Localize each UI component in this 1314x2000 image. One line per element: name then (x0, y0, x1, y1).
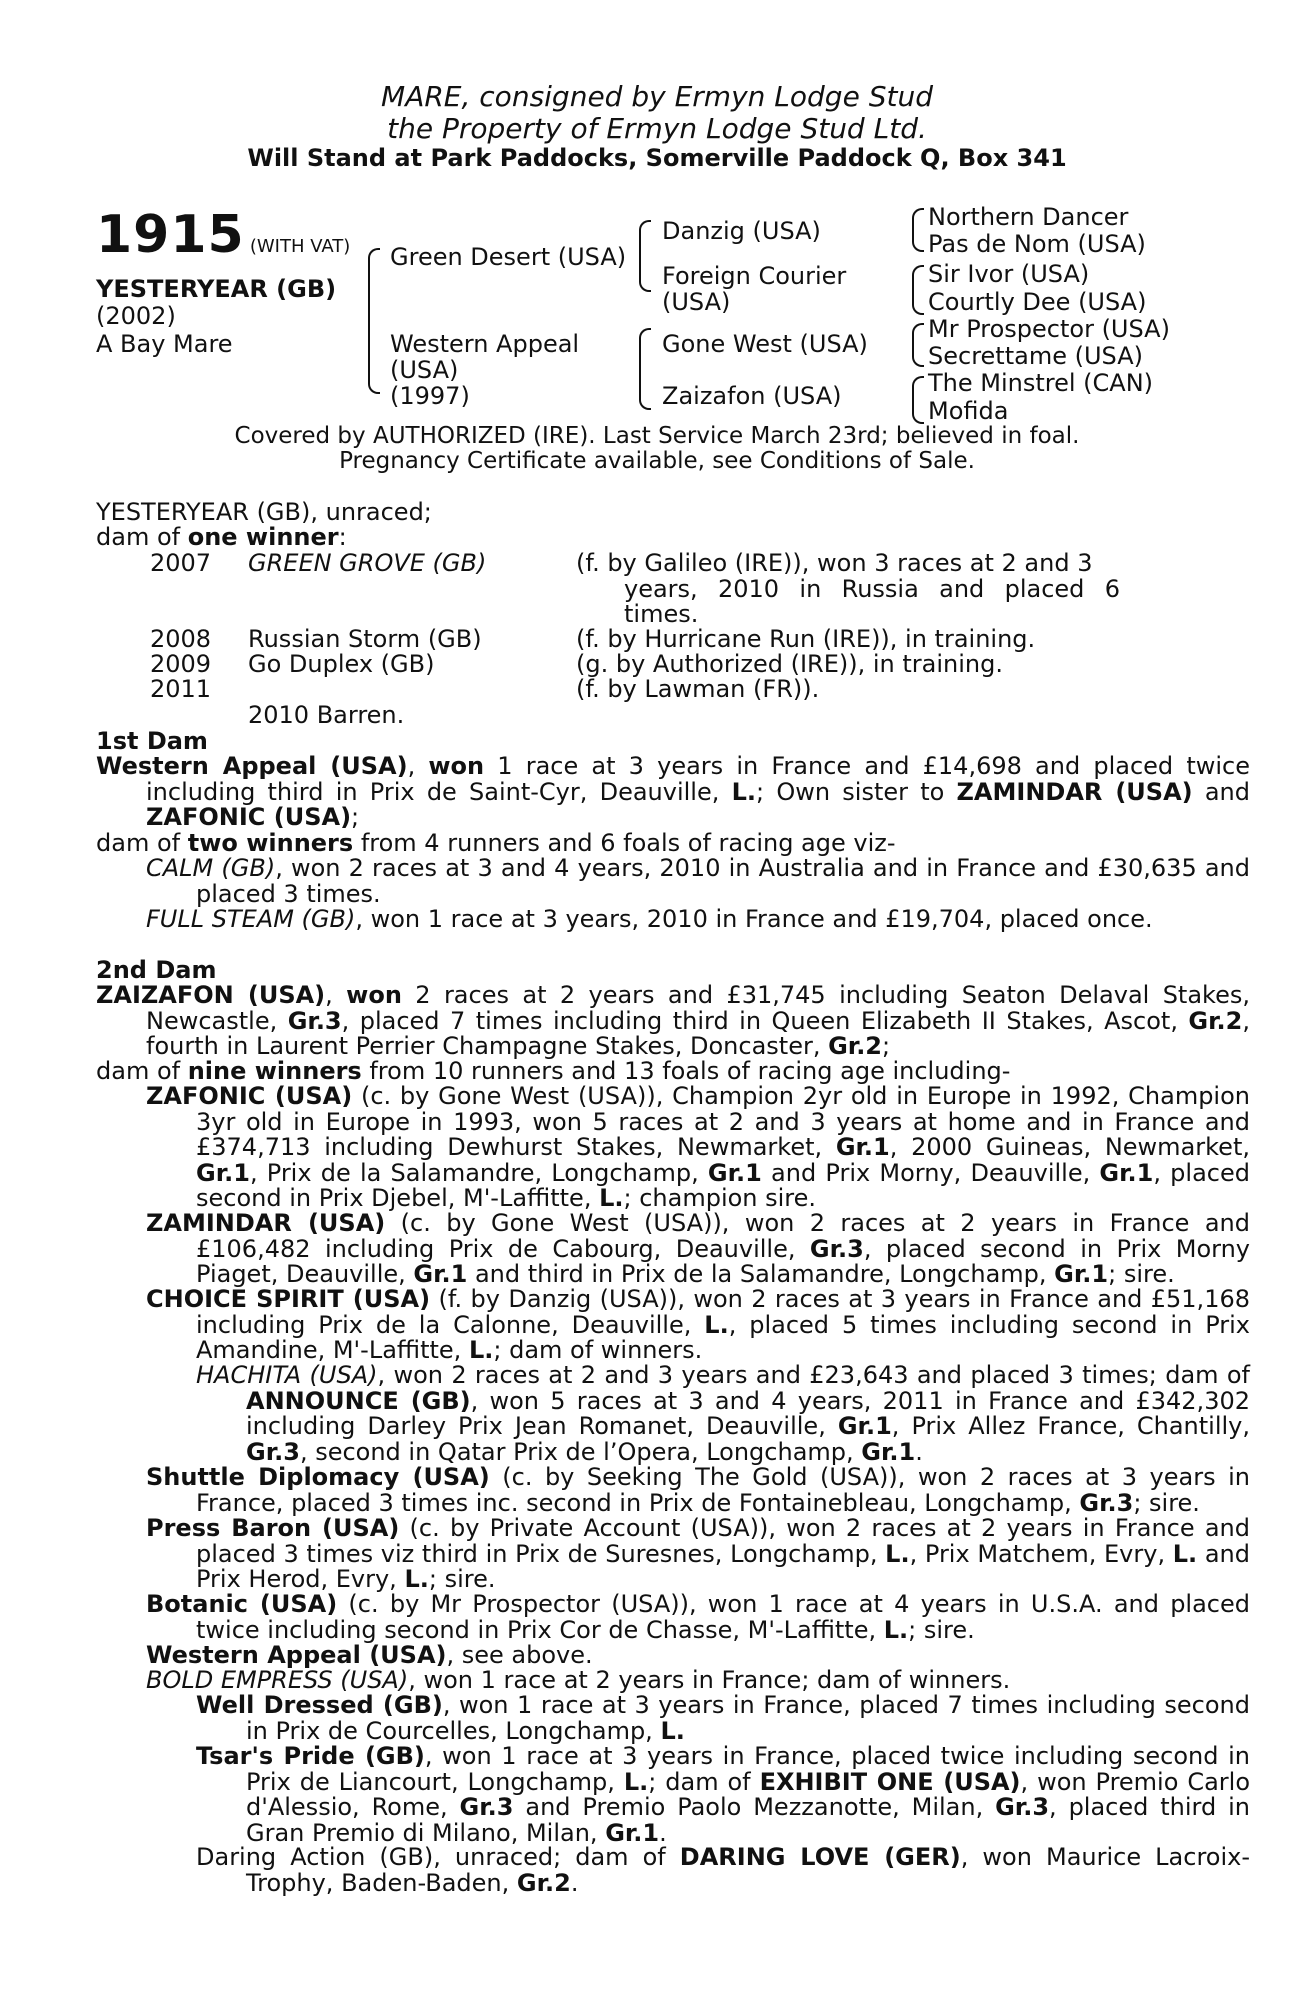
second-dam-produce (146, 1668, 1200, 1694)
text-run: dam of (96, 1057, 188, 1085)
produce-name: Russian Storm (GB) (248, 625, 482, 653)
text-run: Gr.1 (605, 1818, 660, 1847)
text-run: CALM (GB) (146, 854, 276, 882)
text-run: Western Appeal (USA) (96, 752, 408, 780)
text-run: , won 2 races at 2 and 3 years and £23,643 and placed 3 times; dam of (377, 1361, 1250, 1389)
text-run: , Prix Matchem, Evry, (909, 1539, 1173, 1568)
text-run: Gr.1 (837, 1412, 892, 1440)
text-run: from 10 runners and 13 foals of racing age including- (361, 1057, 1011, 1085)
produce-name: GREEN GROVE (GB) (248, 549, 487, 577)
second-dam-summary (96, 983, 1250, 1060)
text-run: Gr.3 (995, 1793, 1050, 1821)
text-run: . (570, 1868, 579, 1897)
text-run: Shuttle Diplomacy (USA) (146, 1463, 490, 1491)
text-run: , won 1 race at 2 years in France; dam of winners. (408, 1666, 1011, 1694)
text-run: (c. by Mr Prospector (USA)), won 1 race at 4 years in U.S.A. and placed twice including second in Prix Cor de Chasse, M'-Laffitte, (196, 1590, 1250, 1644)
text-run: ; sire. (1133, 1488, 1200, 1517)
text-run: ; champion sire. (623, 1184, 817, 1212)
text-run: ; (351, 803, 360, 831)
text-run: Daring Action (GB), unraced; dam of (196, 1843, 680, 1871)
pedigree-sire-dam-line2: (USA) (662, 288, 731, 316)
consignor-line: MARE, consigned by Ermyn Lodge Stud (381, 80, 933, 113)
text-run: L. (704, 1310, 729, 1339)
text-run: ; sire. (1108, 1260, 1175, 1288)
text-run: ; sire. (908, 1615, 975, 1644)
text-run: 1 race at 3 years in France and £14,698 and placed twice including third in Prix de Saint-Cyr, Deauville, (146, 752, 1251, 806)
pedigree-dds: The Minstrel (CAN) (928, 369, 1154, 397)
text-run: Gr.3 (1079, 1488, 1134, 1517)
text-run: L. (731, 777, 757, 806)
second-dam-produce (146, 1084, 1250, 1212)
text-run: L. (599, 1184, 624, 1212)
text-run: BOLD EMPRESS (USA) (146, 1666, 409, 1694)
text-run: Gr.3 (809, 1234, 864, 1263)
text-run: two winners (187, 829, 354, 857)
pedigree-ddd: Mofida (928, 397, 1009, 425)
first-dam-heading: 1st Dam (96, 727, 208, 755)
text-run: L. (404, 1565, 429, 1593)
produce-detail: (f. by Lawman (FR)). (576, 675, 820, 703)
second-dam-grand-produce (196, 1363, 1250, 1465)
text-run: ; dam of (648, 1767, 760, 1796)
produce-winners (96, 525, 347, 551)
text-run: , placed 7 times including third in Queen Elizabeth II Stakes, Ascot, (341, 1006, 1189, 1035)
text-run: Gr.2 (1188, 1006, 1243, 1035)
text-run: and third in Prix de la Salamandre, Longchamp, (467, 1260, 1055, 1288)
produce-detail: years, 2010 in Russia and placed 6 (624, 575, 1120, 603)
produce-detail: (f. by Hurricane Run (IRE)), in training. (576, 625, 1036, 653)
text-run: , Prix Allez France, Chantilly, (891, 1412, 1251, 1440)
stand-line: Will Stand at Park Paddocks, Somerville Paddock Q, Box 341 (247, 144, 1067, 172)
pedigree-dam-dam: Zaizafon (USA) (662, 382, 842, 410)
text-run: , won Premio Carlo d'Alessio, Rome, (246, 1767, 1251, 1821)
covered-line: Covered by AUTHORIZED (IRE). Last Service March 23rd; believed in foal. (234, 423, 1080, 449)
text-run: L. (660, 1716, 685, 1745)
text-run: nine winners (187, 1057, 362, 1085)
pedigree-sdd: Courtly Dee (USA) (928, 288, 1147, 316)
produce-intro: YESTERYEAR (GB), unraced; (96, 498, 432, 526)
pedigree-dss: Mr Prospector (USA) (928, 315, 1170, 343)
second-dam-grand-produce (196, 1845, 1250, 1896)
property-line: the Property of Ermyn Lodge Stud Ltd. (387, 112, 927, 145)
text-run: ZAFONIC (USA) (146, 803, 352, 831)
text-run: L. (623, 1767, 649, 1796)
text-run: ZAMINDAR (USA) (956, 777, 1193, 806)
text-run: Tsar's Pride (GB) (196, 1742, 425, 1770)
pedigree-bracket-dam (639, 328, 651, 410)
text-run: Gr.1 (1054, 1260, 1109, 1288)
text-run: , (407, 752, 429, 780)
text-run: and Premio Paolo Mezzanotte, Milan, (513, 1793, 996, 1821)
text-run: ; (882, 1032, 891, 1060)
text-run: ZAIZAFON (USA) (96, 981, 326, 1009)
text-run: Gr.3 (246, 1437, 300, 1466)
text-run: HACHITA (USA) (196, 1361, 378, 1389)
second-dam-grand-produce (196, 1693, 1250, 1744)
produce-winners-prefix: dam of (96, 523, 188, 551)
text-run: dam of (96, 829, 188, 857)
text-run: Gr.1 (835, 1133, 890, 1161)
first-dam-record (96, 831, 1200, 857)
text-run: L. (885, 1539, 910, 1568)
text-run: , Prix de la Salamandre, Longchamp, (249, 1158, 708, 1187)
text-run: (c. by Private Account (USA)), won 2 races at 2 years in France and placed 3 times viz third in Prix de Suresnes, Longchamp, (196, 1514, 1250, 1568)
pedigree-dam-line2: (USA) (390, 356, 459, 384)
text-run: DARING LOVE (GER) (679, 1843, 961, 1871)
text-run: and Prix Herod, Evry, (196, 1539, 1250, 1593)
pedigree-bracket-sire (639, 220, 651, 292)
text-run: , won 1 race at 3 years in France, placed 7 times including second in Prix de Courcelles, Longchamp, (246, 1691, 1250, 1745)
produce-detail: (f. by Galileo (IRE)), won 3 races at 2 and 3 (576, 549, 1093, 577)
text-run: ANNOUNCE (GB) (246, 1386, 471, 1415)
text-run: , placed second in Prix Morny Piaget, Deauville, (196, 1234, 1251, 1288)
pedigree-dam-line1: Western Appeal (390, 330, 580, 358)
first-dam-produce (146, 907, 1200, 933)
first-dam-summary (96, 754, 1250, 831)
barren-note: 2010 Barren. (248, 701, 405, 729)
text-run: L. (468, 1336, 494, 1364)
produce-year: 2007 (150, 549, 212, 577)
horse-description: A Bay Mare (96, 330, 233, 358)
text-run: Gr.3 (459, 1793, 514, 1821)
first-dam-produce (146, 856, 1250, 907)
text-run: EXHIBIT ONE (USA) (759, 1767, 1021, 1796)
pedigree-sire: Green Desert (USA) (390, 243, 627, 271)
text-run: and (1192, 777, 1250, 806)
pregnancy-line: Pregnancy Certificate available, see Conditions of Sale. (339, 448, 975, 474)
text-run: Gr.2 (828, 1032, 883, 1060)
text-run: , 2000 Guineas, Newmarket, (889, 1133, 1250, 1161)
text-run: Gr.1 (861, 1437, 916, 1466)
text-run: (c. by Gone West (USA)), won 2 races at 2 years in France and £106,482 including Prix de Cabourg, Deauville, (196, 1209, 1250, 1263)
lot-number: 1915 (96, 205, 245, 265)
text-run: Well Dressed (GB) (196, 1691, 443, 1719)
text-run: won (346, 981, 402, 1009)
pedigree-sds: Sir Ivor (USA) (928, 260, 1090, 288)
text-run: . (915, 1437, 923, 1466)
vat-note: (WITH VAT) (249, 236, 351, 257)
second-dam-heading: 2nd Dam (96, 956, 217, 984)
produce-winners-count: one winner (187, 523, 339, 551)
second-dam-produce (146, 1465, 1250, 1516)
pedigree-bracket-ss (912, 208, 924, 252)
text-run: CHOICE SPIRIT (USA) (146, 1285, 431, 1313)
produce-year: 2011 (150, 675, 212, 703)
text-run: 2 races at 2 years and £31,745 including Seaton Delaval Stakes, Newcastle, (146, 981, 1250, 1035)
text-run: L. (1172, 1539, 1198, 1568)
produce-year: 2009 (150, 650, 212, 678)
pedigree-bracket-sd (912, 265, 924, 315)
text-run: Press Baron (USA) (146, 1514, 400, 1542)
pedigree-bracket-dd (912, 376, 924, 424)
text-run: (c. by Seeking The Gold (USA)), won 2 races at 3 years in France, placed 3 times inc. second in Prix de Fontainebleau, Longchamp, (196, 1463, 1250, 1517)
text-run: , won 5 races at 3 and 4 years, 2011 in France and £342,302 including Darley Prix Jean Romanet, Deauville, (246, 1386, 1250, 1440)
text-run: Gr.1 (196, 1158, 250, 1187)
text-run: , fourth in Laurent Perrier Champagne Stakes, Doncaster, (146, 1006, 1250, 1060)
text-run: , won 1 race at 3 years, 2010 in France and £19,704, placed once. (355, 905, 1153, 933)
second-dam-produce (146, 1287, 1250, 1364)
text-run: Gr.1 (707, 1158, 762, 1187)
text-run: Gr.1 (413, 1260, 468, 1288)
text-run: Botanic (USA) (146, 1590, 338, 1618)
pedigree-sire-dam-line1: Foreign Courier (662, 262, 847, 290)
text-run: , won Maurice Lacroix-Trophy, Baden-Baden, (246, 1843, 1250, 1897)
pedigree-bracket-gen1 (368, 248, 380, 394)
text-run: , placed 5 times including second in Prix Amandine, M'-Laffitte, (196, 1310, 1250, 1364)
text-run: L. (883, 1615, 909, 1644)
text-run: , won 2 races at 3 and 4 years, 2010 in Australia and in France and £30,635 and placed 3 times. (196, 854, 1251, 908)
foaling-year: (2002) (96, 302, 176, 330)
second-dam-produce (146, 1211, 1250, 1288)
second-dam-produce (146, 1643, 1200, 1669)
text-run: won (428, 752, 485, 780)
text-run: . (659, 1818, 667, 1847)
text-run: Gr.2 (516, 1868, 571, 1897)
produce-name: Go Duplex (GB) (248, 650, 435, 678)
produce-detail: (g. by Authorized (IRE)), in training. (576, 650, 1003, 678)
text-run: Gr.3 (287, 1006, 342, 1035)
text-run: , see above. (446, 1641, 593, 1669)
text-run: Gr.1 (1099, 1158, 1154, 1187)
pedigree-ssd: Pas de Nom (USA) (928, 230, 1146, 258)
horse-name: YESTERYEAR (GB) (96, 275, 337, 303)
lot-heading (96, 205, 350, 265)
text-run: (f. by Danzig (USA)), won 2 races at 3 years in France and £51,168 including Prix de la Calonne, Deauville, (196, 1285, 1250, 1339)
text-run: Western Appeal (USA) (146, 1641, 447, 1669)
pedigree-dam-sire: Gone West (USA) (662, 330, 868, 358)
produce-year: 2008 (150, 625, 212, 653)
second-dam-record (96, 1059, 1200, 1085)
text-run: ; sire. (428, 1565, 496, 1593)
pedigree-dsd: Secrettame (USA) (928, 342, 1143, 370)
second-dam-produce (146, 1592, 1250, 1643)
text-run: , placed third in Gran Premio di Milano, Milan, (246, 1793, 1251, 1847)
text-run: , second in Qatar Prix de l’Opera, Longchamp, (299, 1437, 862, 1466)
text-run: ZAFONIC (USA) (146, 1082, 353, 1110)
second-dam-grand-produce (196, 1744, 1250, 1846)
text-run: FULL STEAM (GB) (146, 905, 356, 933)
produce-detail: times. (624, 600, 699, 628)
text-run: (c. by Gone West (USA)), Champion 2yr old in Europe in 1992, Champion 3yr old in Europe in 1993, won 5 races at 2 and 3 years at home and in France and £374,713 including Dewhurst Stakes, Newmarket, (196, 1082, 1250, 1161)
text-run: , won 1 race at 3 years in France, placed twice including second in Prix de Liancourt, Longchamp, (246, 1742, 1251, 1796)
text-run: ZAMINDAR (USA) (146, 1209, 386, 1237)
pedigree-dam-line3: (1997) (390, 382, 470, 410)
text-run: ; Own sister to (756, 777, 957, 806)
produce-winners-suffix: : (338, 523, 347, 551)
text-run: and Prix Morny, Deauville, (761, 1158, 1100, 1187)
text-run: , placed second in Prix Djebel, M'-Laffitte, (196, 1158, 1250, 1212)
pedigree-sire-sire: Danzig (USA) (662, 217, 821, 245)
second-dam-produce (146, 1516, 1250, 1593)
text-run: from 4 runners and 6 foals of racing age viz- (353, 829, 896, 857)
text-run: , (325, 981, 347, 1009)
text-run: ; dam of winners. (493, 1336, 703, 1364)
pedigree-sss: Northern Dancer (928, 203, 1129, 231)
pedigree-bracket-ds (912, 323, 924, 367)
